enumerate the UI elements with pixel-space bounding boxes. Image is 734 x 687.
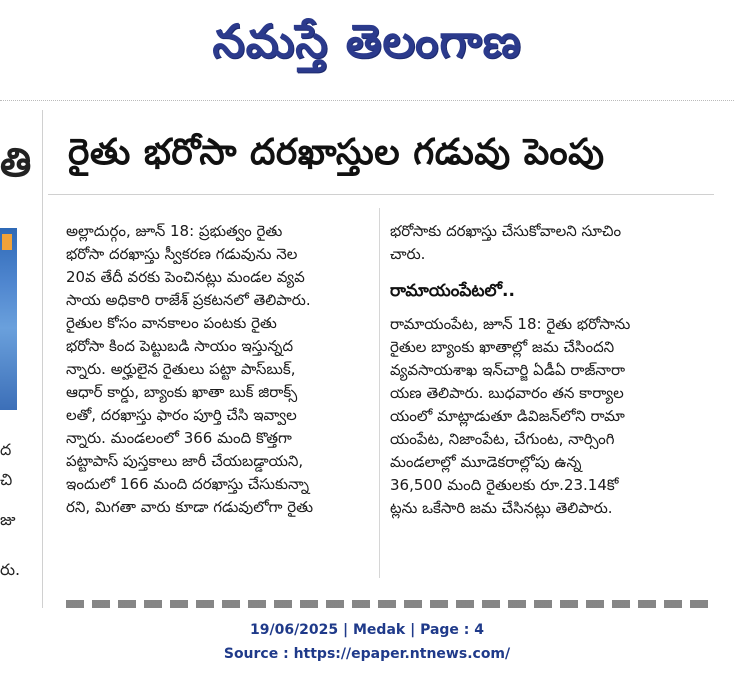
article-line: సాయ అధికారి రాజేశ్ ప్రకటనలో తెలిపారు. bbox=[66, 291, 311, 309]
newspaper-logo: నమస్తే తెలంగాణ bbox=[212, 14, 522, 68]
adjacent-text-fragment: ద bbox=[0, 440, 12, 459]
clipping-footer bbox=[0, 618, 734, 666]
article-line: ఇందులో 166 మంది దరఖాస్తు చేసుకున్నా bbox=[66, 475, 310, 493]
article-line: యంపేట, నిజాంపేట, చేగుంట, నార్సింగి bbox=[390, 430, 615, 448]
article-line: పట్టాపాస్ పుస్తకాలు జారీ చేయబడ్డాయని, bbox=[66, 452, 304, 470]
article-line: న్నారు. అర్హులైన రైతులు పట్టా పాస్‌బుక్, bbox=[66, 360, 296, 378]
article-line: చారు. bbox=[390, 245, 426, 263]
adjacent-article-strip bbox=[0, 110, 43, 608]
article-line: భరోసాకు దరఖాస్తు చేసుకోవాలని సూచిం bbox=[390, 222, 622, 240]
article-line: ఆధార్ కార్డు, బ్యాంకు ఖాతా బుక్ జిరాక్స్ bbox=[66, 383, 298, 401]
article-line: రైతుల కోసం వానకాలం పంటకు రైతు bbox=[66, 314, 277, 332]
adjacent-text-fragment: జు bbox=[0, 510, 16, 529]
article-headline: రైతు భరోసా దరఖాస్తుల గడువు పెంపు bbox=[68, 132, 605, 173]
masthead bbox=[0, 0, 734, 86]
article-line: అల్లాదుర్గం, జూన్ 18: ప్రభుత్వం రైతు bbox=[66, 222, 283, 240]
article-line: 20వ తేదీ వరకు పెంచినట్లు మండల వ్యవ bbox=[66, 268, 305, 286]
article-column-right bbox=[390, 220, 690, 520]
article-line: రామాయంపేట, జూన్ 18: రైతు భరోసాను bbox=[390, 315, 631, 333]
adjacent-photo bbox=[0, 228, 17, 410]
article-line: ట్లను ఒకేసారి జమ చేసినట్లు తెలిపారు. bbox=[390, 499, 613, 517]
article-column-left bbox=[66, 220, 366, 519]
top-divider bbox=[0, 100, 734, 109]
publication-date-edition-page: 19/06/2025 | Medak | Page : 4 bbox=[249, 622, 485, 638]
adjacent-text-fragment: రు. bbox=[0, 560, 21, 579]
article-line: యణ తెలిపారు. బుధవారం తన కార్యాల bbox=[390, 384, 624, 402]
article-line: భరోసా దరఖాస్తు స్వీకరణ గడువును నెల bbox=[66, 245, 298, 263]
article-line: లతో, దరఖాస్తు ఫారం పూర్తి చేసి ఇవ్వాల bbox=[66, 406, 297, 424]
article-line: న్నారు. మండలంలో 366 మంది కొత్తగా bbox=[66, 429, 292, 447]
article-subheading: రామాయంపేటలో.. bbox=[390, 281, 515, 301]
news-clipping bbox=[0, 100, 734, 608]
article-line: 36,500 మంది రైతులకు రూ.23.14కో bbox=[390, 476, 619, 494]
cut-off-next-headline bbox=[66, 600, 716, 608]
source-link[interactable]: Source : https://epaper.ntnews.com/ bbox=[223, 646, 511, 662]
adjacent-text-fragment: చి bbox=[0, 470, 13, 489]
column-divider bbox=[379, 208, 380, 578]
headline-box bbox=[48, 122, 714, 195]
article-line: మండలాల్లో మూడెకరాల్లోపు ఉన్న bbox=[390, 453, 582, 471]
article-line: భరోసా కింద పెట్టుబడి సాయం ఇస్తున్నద bbox=[66, 337, 294, 355]
article-line: రని, మిగతా వారు కూడా గడువులోగా రైతు bbox=[66, 498, 314, 516]
photo-flag-detail bbox=[2, 234, 12, 250]
article-line: యంలో మాట్లాడుతూ డివిజన్‌లోని రామా bbox=[390, 407, 625, 425]
adjacent-headline-fragment: తి bbox=[0, 140, 32, 186]
article-line: వ్యవసాయశాఖ ఇన్‌చార్జి ఏడీఏ రాజ్‌నారా bbox=[390, 361, 626, 379]
article-line: రైతుల బ్యాంకు ఖాతాల్లో జమ చేసిందని bbox=[390, 338, 615, 356]
